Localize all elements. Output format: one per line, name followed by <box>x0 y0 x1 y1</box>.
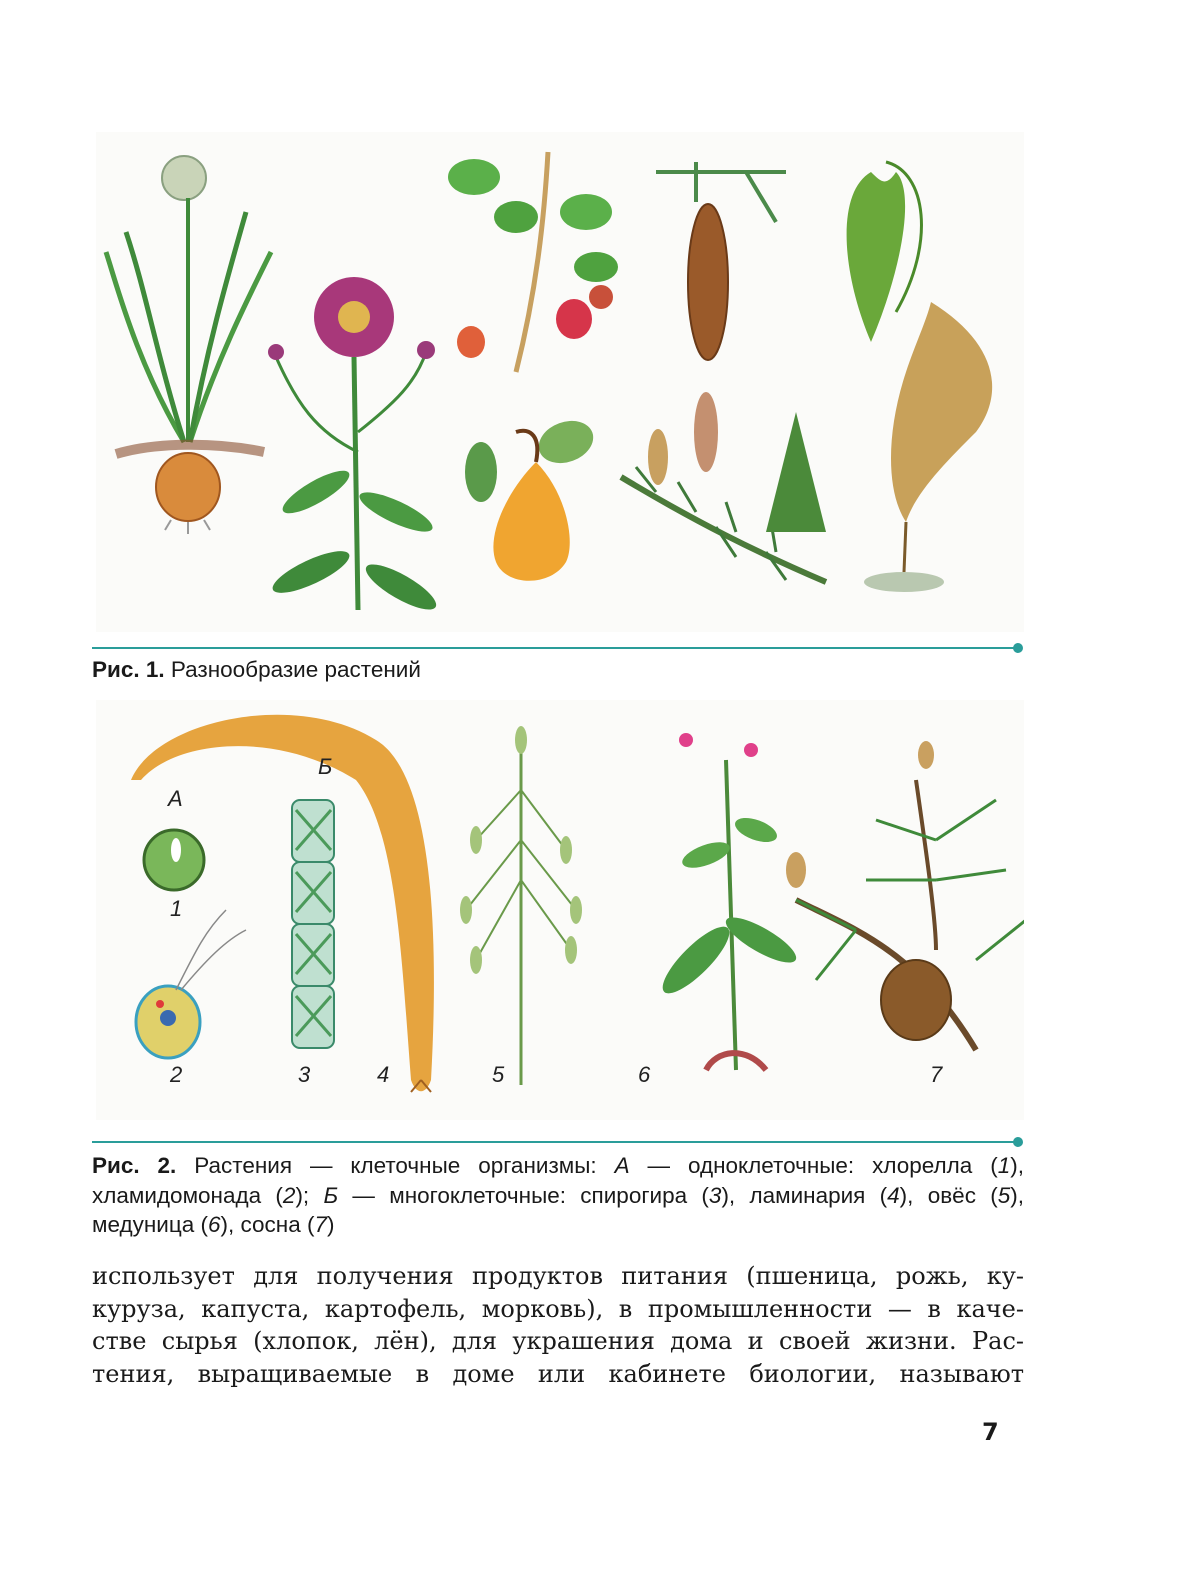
figure-2-label: Рис. 2. <box>92 1153 177 1178</box>
figure-1-caption <box>92 655 1024 685</box>
spirogyra-filament-icon <box>292 800 334 1048</box>
caption-letter-b: Б <box>323 1182 339 1208</box>
plant-number-5: 5 <box>492 1062 505 1087</box>
caption-text: ), хламидомонада ( <box>92 1153 1024 1208</box>
caption-letter-a: А <box>614 1153 630 1178</box>
caption-number: 1 <box>997 1153 1011 1178</box>
plant-number-6: 6 <box>638 1062 651 1087</box>
plant-number-7: 7 <box>930 1062 943 1087</box>
body-line: стве сырья (хлопок, лён), для украшения дома и своей жизни. Рас- <box>92 1327 1024 1355</box>
figure-1-caption-text: Разнообразие растений <box>170 657 421 682</box>
caption-number: 6 <box>208 1212 221 1237</box>
chlorella-cell-icon <box>144 830 204 890</box>
body-line: использует для получения продуктов питания (пшеница, рожь, ку- <box>92 1262 1024 1290</box>
caption-number: 3 <box>708 1182 722 1208</box>
caption-text: — одноклеточные: хлорелла ( <box>629 1153 998 1178</box>
plant-number-2: 2 <box>170 1062 183 1087</box>
caption-text: ); <box>295 1182 324 1208</box>
figure-1-illustration <box>96 132 1024 632</box>
body-paragraph <box>92 1260 1024 1390</box>
group-a-label: А <box>168 786 183 811</box>
caption-number: 4 <box>887 1182 900 1208</box>
body-line: тения, выращиваемые в доме или кабинете биологии, называют <box>92 1359 1024 1388</box>
plant-number-4: 4 <box>377 1062 390 1087</box>
caption-number: 2 <box>282 1182 296 1208</box>
figure-2-caption <box>92 1151 1024 1240</box>
figure-1-label: Рис. 1. <box>92 657 165 682</box>
figure-2-divider <box>92 1141 1018 1143</box>
caption-text: ), овёс ( <box>899 1182 998 1208</box>
figure-1-divider <box>92 647 1018 649</box>
caption-text: ), сосна ( <box>220 1212 315 1237</box>
figure-2-illustration <box>96 700 1024 1120</box>
caption-text: ), ламинария ( <box>721 1182 888 1208</box>
plant-number-3: 3 <box>298 1062 311 1087</box>
caption-text: — многоклеточные: спирогира ( <box>338 1182 709 1208</box>
caption-number: 7 <box>314 1212 327 1237</box>
page-number: 7 <box>982 1418 999 1446</box>
caption-text: Растения — клеточные организмы: <box>176 1153 615 1178</box>
caption-text: ), медуница ( <box>92 1182 1024 1237</box>
plant-number-1: 1 <box>170 896 183 921</box>
caption-number: 5 <box>997 1182 1011 1208</box>
body-line: куруза, капуста, картофель, морковь), в промышленности — в каче- <box>92 1294 1024 1323</box>
group-b-label: Б <box>318 754 333 779</box>
caption-text: ) <box>327 1212 335 1237</box>
